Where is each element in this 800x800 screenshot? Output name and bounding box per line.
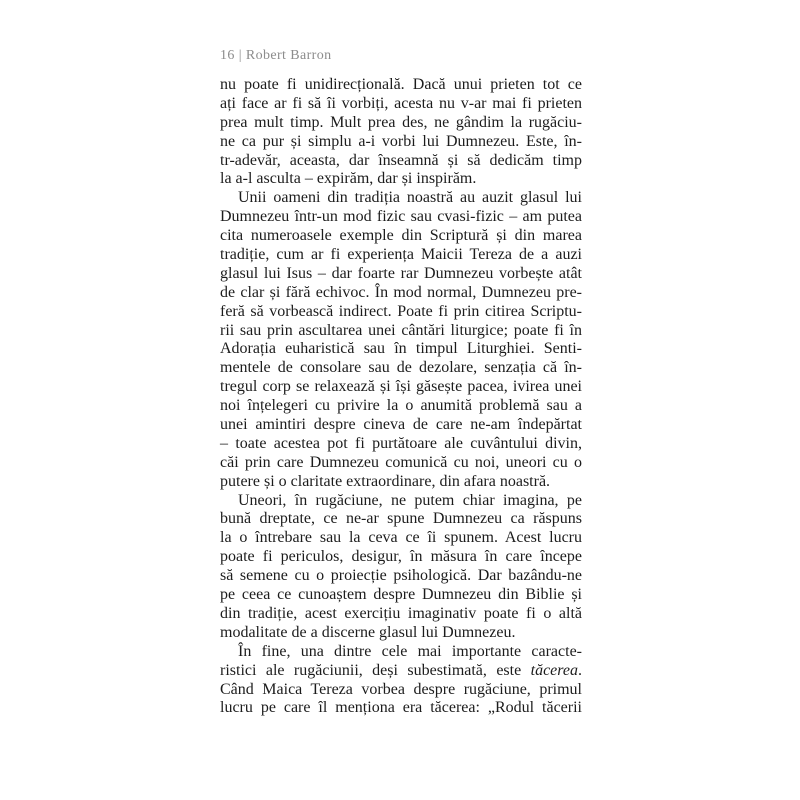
text-line: din tradiție, acest exercițiu imaginativ poate fi o altă <box>220 604 582 622</box>
paragraph-2 <box>220 189 582 491</box>
paragraph-1 <box>220 76 582 189</box>
text-line: Adorația euharistică sau în timpul Liturghiei. Senti- <box>220 340 582 358</box>
text-line: poate fi periculos, desigur, în măsura în care începe <box>220 548 582 566</box>
running-head <box>220 46 332 66</box>
text-segment: . <box>578 661 583 679</box>
text-line: de clar și fără echivoc. În mod normal, Dumnezeu pre- <box>220 283 582 301</box>
text-line: nu poate fi unidirecțională. Dacă unui prieten tot ce <box>220 76 582 93</box>
text-line: tr-adevăr, aceasta, dar înseamnă și să dedicăm timp <box>220 151 582 169</box>
text-line: la o întrebare sau la ceva ce îi spunem. Acest lucru <box>220 529 582 547</box>
text-line: glasul lui Isus – dar foarte rar Dumnezeu vorbește atât <box>220 264 582 282</box>
text-line: unei amintiri despre cineva de care ne-am îndepărtat <box>220 416 582 434</box>
paragraph-4 <box>220 643 582 719</box>
text-line <box>220 662 582 681</box>
text-line: căi prin care Dumnezeu comunică cu noi, uneori cu o <box>220 453 582 471</box>
author-name: Robert Barron <box>245 48 332 63</box>
text-line: la a-l asculta – expirăm, dar și inspirăm. <box>220 170 477 188</box>
text-line: rii sau prin ascultarea unei cântări liturgice; poate fi în <box>220 321 582 339</box>
text-line: – toate acestea pot fi purtătoare ale cuvântului divin, <box>220 434 582 452</box>
paragraph-3 <box>220 492 582 643</box>
separator: | <box>238 48 242 63</box>
text-line: lucru pe care îl menționa era tăcerea: „Rodul tăcerii <box>220 699 582 717</box>
text-line: tradiție, cum ar fi experiența Maicii Tereza de a auzi <box>220 246 582 264</box>
text-line: Când Maica Tereza vorbea despre rugăciune, primul <box>220 680 582 698</box>
text-line: putere și o claritate extraordinare, din afara noastră. <box>220 472 551 490</box>
text-line: bună dreptate, ce ne-ar spune Dumnezeu ca răspuns <box>220 510 582 528</box>
text-line: pe ceea ce cunoaștem despre Dumnezeu din Biblie și <box>220 586 582 604</box>
text-line: cita numeroasele exemple din Scriptură și din marea <box>220 227 582 245</box>
text-line: feră să vorbească indirect. Poate fi prin citirea Scriptu- <box>220 302 582 320</box>
text-line: modalitate de a discerne glasul lui Dumnezeu. <box>220 623 516 641</box>
text-line: În fine, una dintre cele mai importante caracte- <box>238 642 582 660</box>
text-line: Dumnezeu într-un mod fizic sau cvasi-fizic – am putea <box>220 208 582 226</box>
text-line: tregul corp se relaxează și își găsește pacea, ivirea unei <box>220 378 582 396</box>
text-line: prea mult timp. Mult prea des, ne gândim la rugăciu- <box>220 113 582 131</box>
text-line: să semene cu o proiecție psihologică. Dar bazându-ne <box>220 567 582 585</box>
text-line: noi înțelegeri cu privire la o anumită problemă sau a <box>220 397 582 415</box>
text-line: ați face ar fi să îi vorbiți, acesta nu v-ar mai fi prieten <box>220 94 582 112</box>
text-line: ne ca pur și simplu a-i vorbi lui Dumnezeu. Este, în- <box>220 132 582 150</box>
emphasized-word: tăcerea <box>530 661 579 679</box>
text-line: mentele de consolare sau de dezolare, senzația că în- <box>220 359 582 377</box>
body-text <box>220 76 582 718</box>
text-segment: ristici ale rugăciunii, deși subestimată, este <box>220 661 522 679</box>
text-line: Uneori, în rugăciune, ne putem chiar imagina, pe <box>238 491 582 509</box>
text-line: Unii oameni din tradiția noastră au auzit glasul lui <box>238 189 582 207</box>
page-number: 16 <box>220 48 235 63</box>
